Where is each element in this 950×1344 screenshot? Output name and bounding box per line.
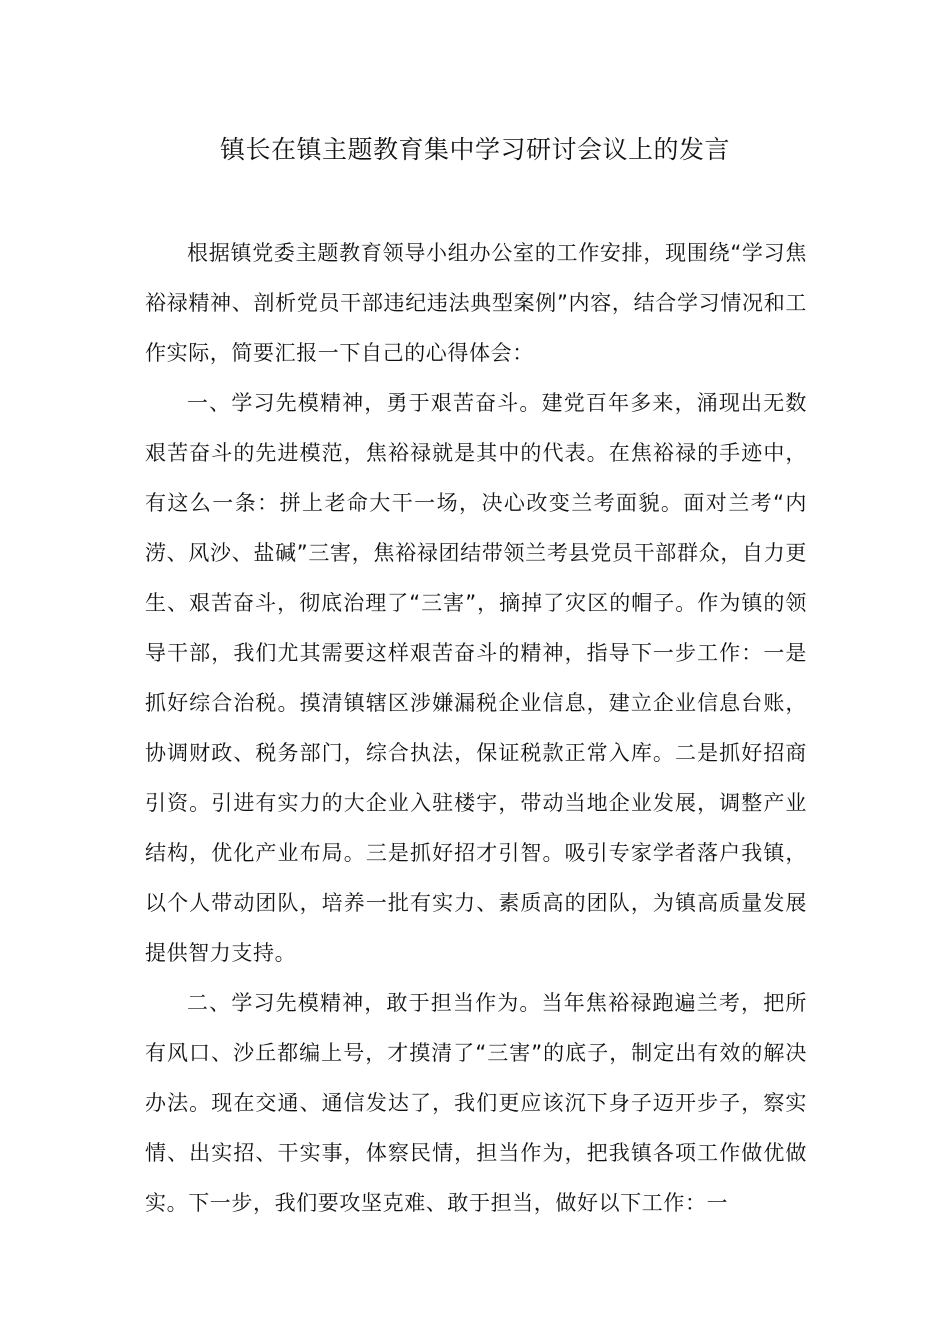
- paragraph-section-one: 一、学习先模精神，勇于艰苦奋斗。建党百年多来，涌现出无数艰苦奋斗的先进模范，焦裕禄就是其中的代表。在焦裕禄的手迹中，有这么一条：拼上老命大干一场，决心改变兰考面貌。面对兰考“内涝、风沙、盐碱”三害，焦裕禄团结带领兰考县党员干部群众，自力更生、艰苦奋斗，彻底治理了“三害”，摘掉了灾区的帽子。作为镇的领导干部，我们尤其需要这样艰苦奋斗的精神，指导下一步工作：一是抓好综合治税。摸清镇辖区涉嫌漏税企业信息，建立企业信息台账，协调财政、税务部门，综合执法，保证税款正常入库。二是抓好招商引资。引进有实力的大企业入驻楼宇，带动当地企业发展，调整产业结构，优化产业布局。三是抓好招才引智。吸引专家学者落户我镇，以个人带动团队，培养一批有实力、素质高的团队，为镇高质量发展提供智力支持。: [145, 391, 807, 965]
- document-title: 镇长在镇主题教育集中学习研讨会议上的发言: [219, 135, 730, 164]
- paragraph-intro: 根据镇党委主题教育领导小组办公室的工作安排，现围绕“学习焦裕禄精神、剖析党员干部违纪违法典型案例”内容，结合学习情况和工作实际，简要汇报一下自己的心得体会：: [145, 241, 807, 365]
- paragraph-section-two: 二、学习先模精神，敢于担当作为。当年焦裕禄跑遍兰考，把所有风口、沙丘都编上号，才摸清了“三害”的底子，制定出有效的解决办法。现在交通、通信发达了，我们更应该沉下身子迈开步子，察实情、出实招、干实事，体察民情，担当作为，把我镇各项工作做优做实。下一步，我们要攻坚克难、敢于担当，做好以下工作：一: [145, 991, 807, 1215]
- document-body: [145, 228, 807, 1228]
